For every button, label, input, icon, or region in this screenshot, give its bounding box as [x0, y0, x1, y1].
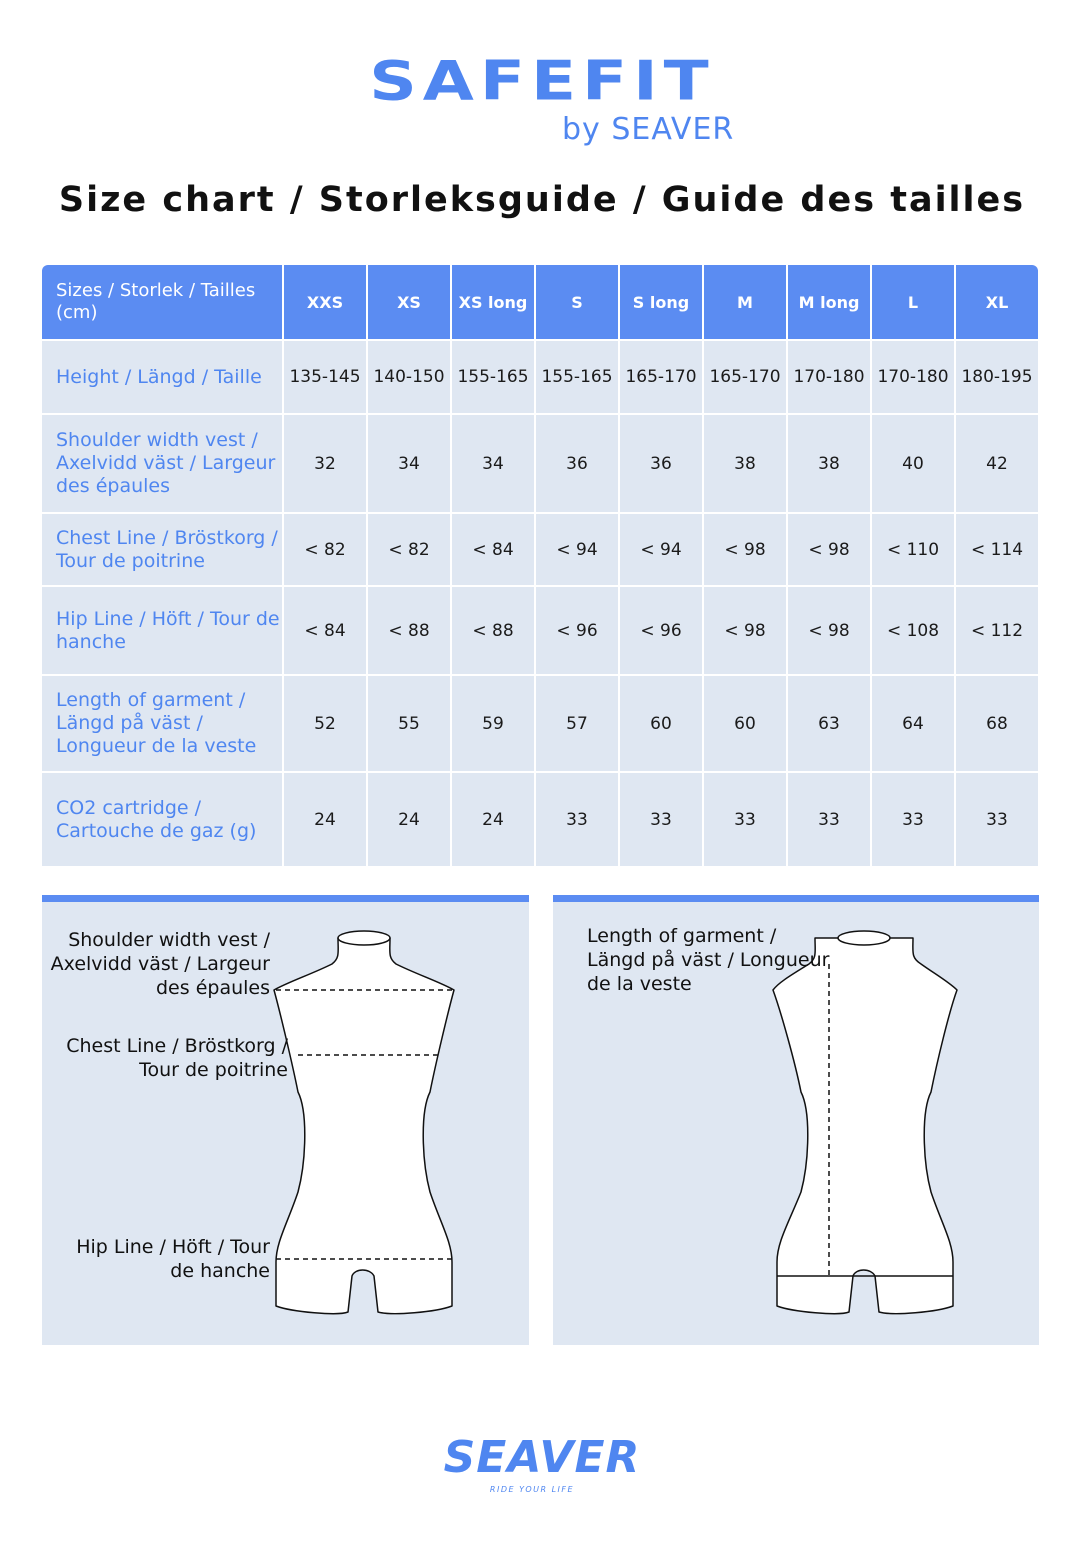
- table-cell: 165-170: [620, 339, 704, 413]
- row-label: Chest Line / Bröstkorg / Tour de poitrine: [42, 512, 284, 585]
- table-row: [42, 674, 1038, 771]
- table-cell: 170-180: [872, 339, 956, 413]
- row-label: Shoulder width vest / Axelvidd väst / Largeur des épaules: [42, 413, 284, 512]
- chest-label: Chest Line / Bröstkorg / Tour de poitrine: [66, 1035, 288, 1081]
- tagline: RIDE YOUR LIFE: [489, 1485, 575, 1494]
- size-header: XS long: [452, 265, 536, 339]
- size-header: XXS: [284, 265, 368, 339]
- table-cell: < 98: [704, 512, 788, 585]
- table-cell: < 108: [872, 585, 956, 674]
- table-cell: < 88: [452, 585, 536, 674]
- table-cell: 60: [620, 674, 704, 771]
- table-cell: 63: [788, 674, 872, 771]
- back-diagram-panel: [553, 895, 1039, 1345]
- table-cell: < 84: [452, 512, 536, 585]
- table-cell: 33: [956, 771, 1038, 866]
- table-header-row: [42, 265, 1038, 339]
- length-label: Length of garment / Längd på väst / Longueur de la veste: [587, 925, 830, 995]
- byline: by SEAVER: [562, 112, 735, 147]
- table-cell: 135-145: [284, 339, 368, 413]
- table-cell: 36: [536, 413, 620, 512]
- corner-header: Sizes / Storlek / Tailles (cm): [42, 265, 284, 339]
- table-cell: 24: [368, 771, 452, 866]
- table-cell: 42: [956, 413, 1038, 512]
- table-cell: < 84: [284, 585, 368, 674]
- table-cell: 155-165: [536, 339, 620, 413]
- table-cell: 24: [284, 771, 368, 866]
- front-diagram-panel: [42, 895, 529, 1345]
- table-row: [42, 585, 1038, 674]
- page-title: Size chart / Storleksguide / Guide des tailles: [58, 180, 1026, 220]
- row-label: Height / Längd / Taille: [42, 339, 284, 413]
- table-row: [42, 512, 1038, 585]
- table-cell: < 98: [704, 585, 788, 674]
- table-cell: 155-165: [452, 339, 536, 413]
- table-row: [42, 339, 1038, 413]
- table-cell: 36: [620, 413, 704, 512]
- size-header: M: [704, 265, 788, 339]
- table-cell: < 110: [872, 512, 956, 585]
- table-cell: 34: [452, 413, 536, 512]
- table-cell: 180-195: [956, 339, 1038, 413]
- table-cell: < 94: [536, 512, 620, 585]
- row-label: Hip Line / Höft / Tour de hanche: [42, 585, 284, 674]
- table-cell: < 82: [284, 512, 368, 585]
- table-cell: < 114: [956, 512, 1038, 585]
- seaver-text: SEAVER: [443, 1432, 641, 1483]
- size-header: XL: [956, 265, 1038, 339]
- table-row: [42, 771, 1038, 866]
- table-row: [42, 413, 1038, 512]
- seaver-logo: [0, 1420, 1084, 1500]
- table-cell: 55: [368, 674, 452, 771]
- table-cell: 140-150: [368, 339, 452, 413]
- table-cell: 52: [284, 674, 368, 771]
- table-cell: 33: [704, 771, 788, 866]
- row-label: Length of garment / Längd på väst / Longueur de la veste: [42, 674, 284, 771]
- table-cell: 32: [284, 413, 368, 512]
- size-table: [42, 265, 1038, 866]
- shoulder-label: Shoulder width vest / Axelvidd väst / Largeur des épaules: [50, 929, 270, 999]
- seaver-wordmark: [442, 1420, 642, 1500]
- size-header: S: [536, 265, 620, 339]
- table-cell: 170-180: [788, 339, 872, 413]
- table-cell: < 98: [788, 585, 872, 674]
- table-cell: 64: [872, 674, 956, 771]
- safefit-logo: [0, 52, 1084, 162]
- table-cell: < 98: [788, 512, 872, 585]
- row-label: CO2 cartridge / Cartouche de gaz (g): [42, 771, 284, 866]
- hip-label: Hip Line / Höft / Tour de hanche: [76, 1236, 270, 1282]
- table-cell: 68: [956, 674, 1038, 771]
- table-cell: 38: [788, 413, 872, 512]
- table-cell: 33: [536, 771, 620, 866]
- table-cell: < 96: [620, 585, 704, 674]
- table-cell: < 94: [620, 512, 704, 585]
- safefit-wordmark: [332, 52, 752, 112]
- size-header: L: [872, 265, 956, 339]
- table-cell: < 88: [368, 585, 452, 674]
- table-cell: < 96: [536, 585, 620, 674]
- size-header: M long: [788, 265, 872, 339]
- logo-text: SAFEFIT: [369, 52, 715, 112]
- table-cell: 34: [368, 413, 452, 512]
- table-cell: 40: [872, 413, 956, 512]
- table-cell: < 82: [368, 512, 452, 585]
- table-cell: 38: [704, 413, 788, 512]
- table-cell: 33: [620, 771, 704, 866]
- table-cell: 57: [536, 674, 620, 771]
- table-cell: 165-170: [704, 339, 788, 413]
- table-cell: 60: [704, 674, 788, 771]
- size-header: S long: [620, 265, 704, 339]
- table-cell: 59: [452, 674, 536, 771]
- table-cell: 33: [788, 771, 872, 866]
- table-cell: 24: [452, 771, 536, 866]
- size-header: XS: [368, 265, 452, 339]
- table-cell: < 112: [956, 585, 1038, 674]
- table-cell: 33: [872, 771, 956, 866]
